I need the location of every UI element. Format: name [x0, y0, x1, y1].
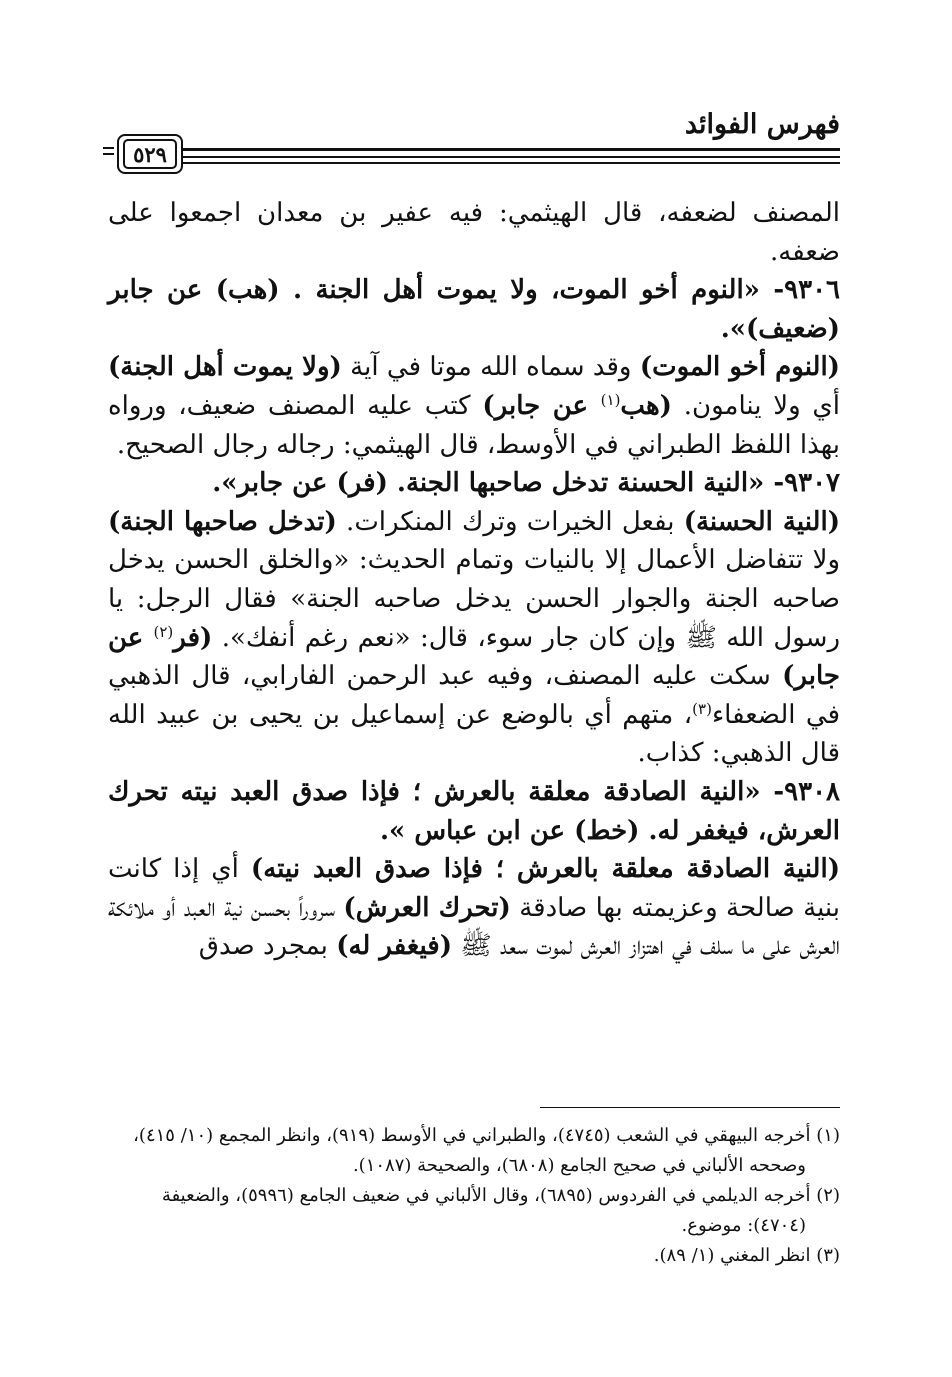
hadith-9306: ٩٣٠٦- «النوم أخو الموت، ولا يموت أهل الجنة . (هب) عن جابر (ضعيف)».: [108, 275, 840, 344]
page-number-frame: [117, 134, 183, 174]
commentary-text: أي ولا ينامون.: [671, 390, 840, 421]
commentary-9306: [108, 348, 840, 464]
hadith-9308: ٩٣٠٨- «النية الصادقة معلقة بالعرش ؛ فإذا صدق العبد نيته تحرك العرش، فيغفر له. (خط) عن ابن عباس ».: [108, 776, 840, 846]
commentary-text: ، متهم أي بالوضع عن إسماعيل بن يحيى بن عبيد الله قال الذهبي: كذاب.: [108, 699, 840, 769]
commentary-9308: [108, 850, 840, 966]
footnote-marker[interactable]: (١): [600, 390, 621, 409]
footnote-1-continued: وصححه الألباني في صحيح الجامع (٦٨٠٨)، والصحيحة (١٠٨٧).: [352, 1155, 806, 1176]
commentary-text: سروراً بحسن نية العبد أو ملائكة العرش على ما سلف في اهتزاز العرش لموت سعد ﷺ: [108, 892, 840, 962]
quoted-phrase: (النية الحسنة): [683, 506, 840, 537]
quoted-phrase: (تحرك العرش): [343, 892, 511, 923]
footnote-2-continued: (٤٧٠٤): موضوع.: [681, 1215, 806, 1236]
quoted-phrase: (النية الصادقة معلقة بالعرش ؛ فإذا صدق العبد نيته): [250, 854, 840, 885]
quoted-phrase: (فيغفر له): [336, 931, 453, 962]
source-ref: عن جابر): [108, 622, 840, 692]
header-ornament-dash: [103, 147, 114, 149]
footnote-3: (٣) انظر المغني (١/ ٨٩).: [653, 1245, 840, 1266]
footnote-2: (٢) أخرجه الديلمي في الفردوس (٦٨٩٥)، وقال الألباني في ضعيف الجامع (٥٩٩٦)، والضعيفة: [161, 1185, 840, 1206]
header-rule-thick: [183, 148, 840, 151]
running-title: فهرس الفوائد: [684, 109, 840, 140]
source-ref: (فر: [173, 622, 213, 653]
footnotes: [108, 1121, 840, 1271]
commentary-text: كتب عليه المصنف ضعيف، ورواه بهذا اللفظ الطبراني في الأوسط، قال الهيثمي: رجاله رجال الصحيح.: [108, 390, 840, 460]
commentary-text: وقد سماه الله موتا في آية: [341, 352, 640, 383]
commentary-9307: [108, 503, 840, 773]
quoted-phrase: (ولا يموت أهل الجنة): [108, 352, 342, 383]
footnote-marker[interactable]: (٢): [153, 622, 174, 641]
main-text: [108, 194, 840, 966]
source-ref: عن جابر): [482, 390, 601, 421]
source-ref: (هب: [620, 390, 672, 421]
commentary-text: أي إذا كانت بنية صالحة وعزيمته بها صادقة: [108, 854, 840, 923]
footnote-marker[interactable]: (٣): [692, 699, 712, 718]
header-rule-thin-2: [183, 162, 840, 164]
quoted-phrase: (النوم أخو الموت): [639, 352, 840, 383]
commentary-text: سكت عليه المصنف، وفيه عبد الرحمن الفارابي، قال الذهبي في الضعفاء: [108, 661, 840, 730]
hadith-9307: ٩٣٠٧- «النية الحسنة تدخل صاحبها الجنة. (فر) عن جابر».: [212, 468, 840, 499]
quoted-phrase: (تدخل صاحبها الجنة): [108, 506, 337, 537]
page-number: ٥٢٩: [123, 139, 177, 169]
commentary-text: بفعل الخيرات وترك المنكرات.: [336, 506, 684, 537]
footnote-separator: [540, 1107, 840, 1108]
header-rule-thin: [183, 156, 840, 158]
header-ornament-dash-2: [103, 153, 114, 155]
commentary-text: بمجرد صدق: [198, 931, 337, 962]
commentary-text: ولا تتفاضل الأعمال إلا بالنيات وتمام الحديث: «والخلق الحسن يدخل صاحبه الجنة والجوار الحسن يدخل صاحبه الجنة» فقال الرجل: يا رسول الله ﷺ وإن كان جار سوء، قال: «نعم رغم أنفك».: [108, 545, 840, 653]
paragraph-continuation: المصنف لضعفه، قال الهيثمي: فيه عفير بن معدان اجمعوا على ضعفه.: [108, 198, 840, 267]
footnote-1: (١) أخرجه البيهقي في الشعب (٤٧٤٥)، والطبراني في الأوسط (٩١٩)، وانظر المجمع (١٠/ ٤١٥)،: [133, 1125, 840, 1146]
